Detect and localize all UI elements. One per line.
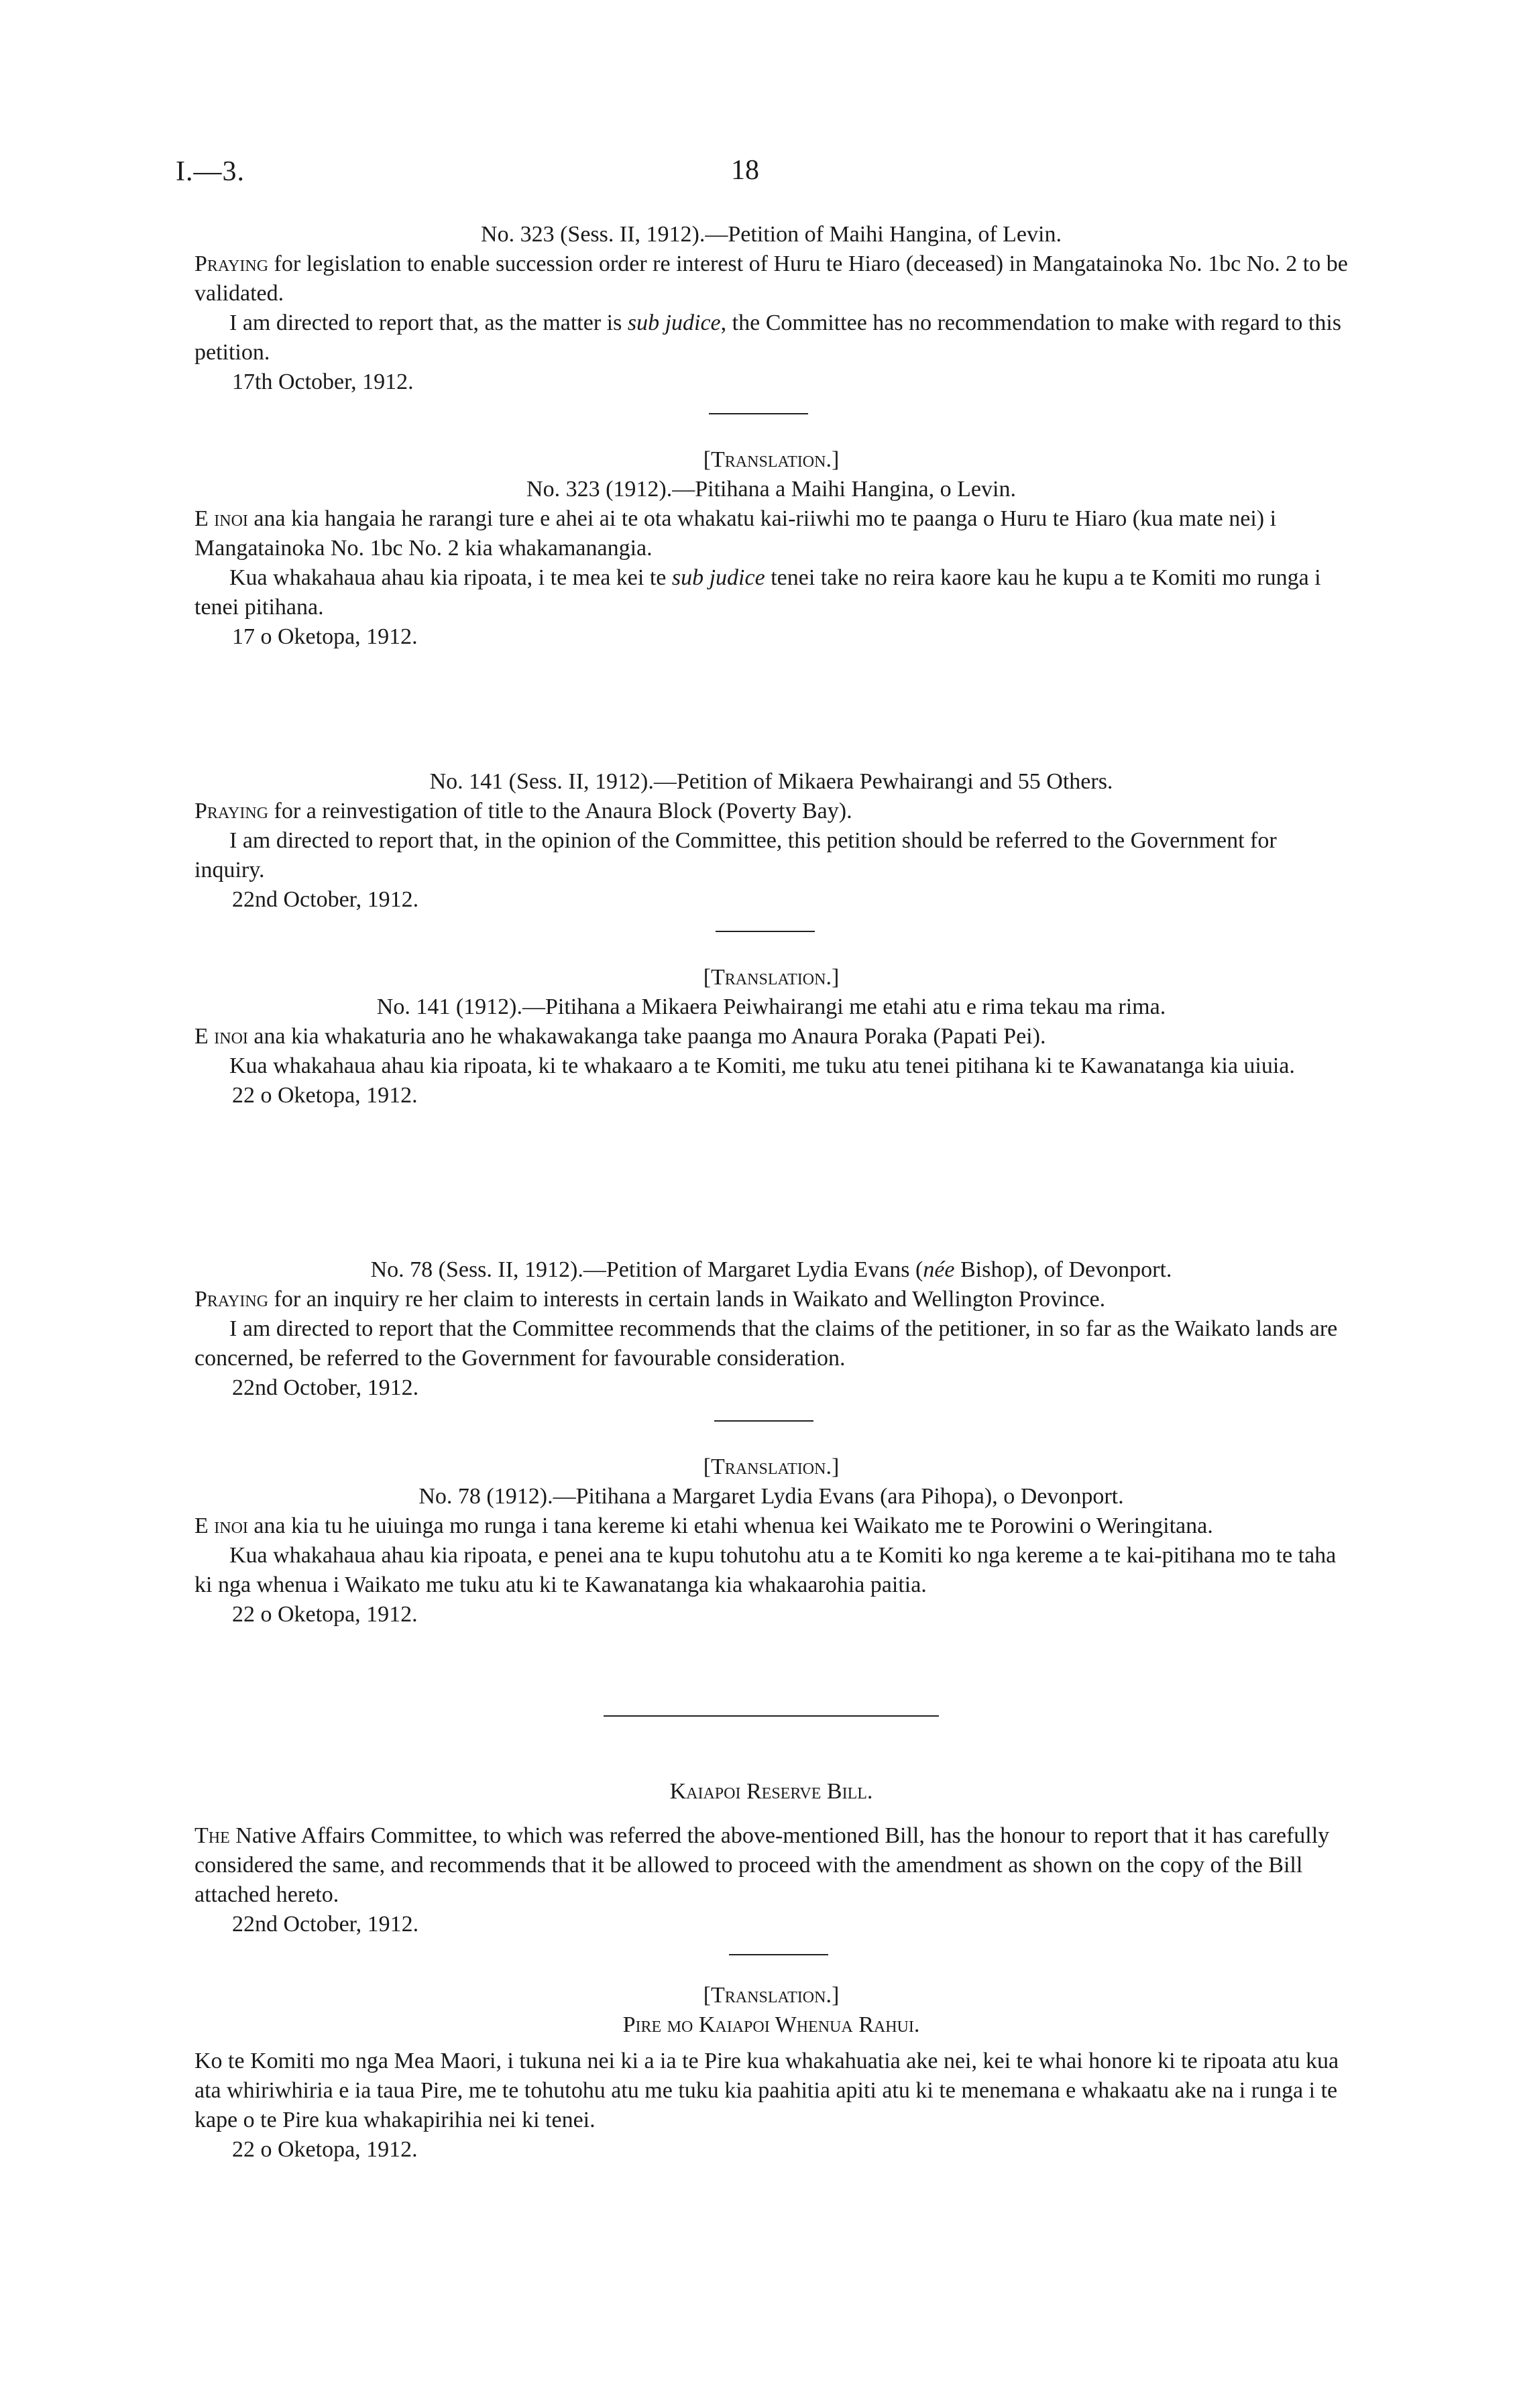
petition-323-translation — [194, 445, 1348, 652]
bill-report-paragraph — [194, 1821, 1348, 1910]
report-paragraph — [194, 563, 1348, 622]
title-emphasis: née — [923, 1257, 955, 1282]
petition-title — [194, 1255, 1348, 1285]
inoi-text: ana kia hangaia he rarangi ture e ahei ai te ota whakatu kai-riiwhi mo te paanga o Huru te Hiaro (kua mate nei) i Mangatainoka No. 1bc No. 2 kia whakamanangia. — [194, 506, 1277, 561]
petition-title: No. 323 (Sess. II, 1912).—Petition of Maihi Hangina, of Levin. — [481, 222, 1062, 247]
report-paragraph: Kua whakahaua ahau kia ripoata, ki te whakaaro a te Komiti, me tuku atu tenei pitihana ki te Kawanatanga kia uiuia. — [229, 1053, 1295, 1078]
report-paragraph — [194, 308, 1348, 367]
report-paragraph: I am directed to report that the Committee recommends that the claims of the petitioner, in so far as the Waikato lands are concerned, be referred to the Government for favourable consideration. — [194, 1316, 1338, 1371]
body-first-word: The — [194, 1823, 230, 1848]
page-number: 18 — [731, 155, 759, 186]
inoi-word: E inoi — [194, 506, 248, 531]
title-text-b: Bishop), of Devonport. — [954, 1257, 1172, 1282]
translation-heading: [Translation.] — [703, 447, 840, 472]
report-paragraph: Kua whakahaua ahau kia ripoata, e penei ana te kupu tohutohu atu a te Komiti ko nga kereme a te kai-pitihana mo te taha ki nga whenua i Waikato me tuku atu ki te Kawanatanga kia whakaarohia paitia. — [194, 1543, 1337, 1597]
paper-reference: I.—3. — [176, 156, 245, 187]
inoi-word: E inoi — [194, 1513, 248, 1538]
praying-text: for an inquiry re her claim to interests in certain lands in Waikato and Wellington Province. — [274, 1287, 1106, 1312]
bill-title: Kaiapoi Reserve Bill. — [669, 1779, 873, 1804]
report-emphasis: sub judice — [671, 565, 765, 590]
section-divider — [729, 1954, 828, 1955]
report-date: 17th October, 1912. — [232, 369, 414, 394]
report-text-b: tenei take no reira kaore kau he kupu a te Komiti mo runga i tenei pitihana. — [194, 565, 1321, 620]
major-divider — [604, 1715, 939, 1717]
inoi-text: ana kia tu he uiuinga mo runga i tana kereme ki etahi whenua kei Waikato me te Porowini o Weringitana. — [253, 1513, 1213, 1538]
praying-word: Praying — [194, 799, 269, 823]
praying-paragraph — [194, 1285, 1348, 1314]
petition-title: No. 78 (1912).—Pitihana a Margaret Lydia Evans (ara Pihopa), o Devonport. — [418, 1484, 1124, 1509]
praying-paragraph — [194, 797, 1348, 826]
petition-141-translation — [194, 963, 1348, 1110]
petition-78-english — [194, 1255, 1348, 1403]
praying-text: for a reinvestigation of title to the Anaura Block (Poverty Bay). — [274, 799, 852, 823]
petition-title: No. 141 (Sess. II, 1912).—Petition of Mikaera Pewhairangi and 55 Others. — [429, 769, 1113, 794]
report-date: 22nd October, 1912. — [232, 887, 419, 912]
report-emphasis: sub judice — [627, 310, 721, 335]
translation-heading: [Translation.] — [703, 1454, 840, 1479]
report-date: 17 o Oketopa, 1912. — [232, 624, 418, 649]
report-date: 22nd October, 1912. — [232, 1375, 419, 1400]
kaiapoi-reserve-bill-english — [194, 1777, 1348, 1939]
report-text-b: , the Committee has no recommendation to make with regard to this petition. — [194, 310, 1341, 365]
body-text: Native Affairs Committee, to which was referred the above-mentioned Bill, has the honour to report that it has carefully considered the same, and recommends that it be allowed to proceed with the amendment as shown on the copy of the Bill attached hereto. — [194, 1823, 1330, 1907]
inoi-paragraph — [194, 504, 1348, 563]
report-text-a: I am directed to report that, as the matter is — [229, 310, 628, 335]
petition-323-english — [194, 220, 1348, 397]
inoi-word: E inoi — [194, 1024, 248, 1049]
petition-title: No. 323 (1912).—Pitihana a Maihi Hangina, o Levin. — [526, 477, 1016, 502]
title-text-a: No. 78 (Sess. II, 1912).—Petition of Margaret Lydia Evans ( — [370, 1257, 923, 1282]
bill-report-paragraph: Ko te Komiti mo nga Mea Maori, i tukuna nei ki a ia te Pire kua whakahuatia ake nei, kei te whai honore ki te ripoata atu kua ata whiriwhiria e ia taua Pire, me te tohutohu atu me tuku kia paahitia apiti atu ki te menemana e whakaatu ake na i runga i te kape o te Pire kua whakapirihia nei ki tenei. — [194, 2049, 1339, 2132]
report-date: 22 o Oketopa, 1912. — [232, 1602, 418, 1627]
section-divider — [716, 931, 815, 932]
section-divider — [714, 1420, 813, 1422]
report-date: 22 o Oketopa, 1912. — [232, 2137, 418, 2162]
praying-word: Praying — [194, 251, 269, 276]
report-text-a: Kua whakahaua ahau kia ripoata, i te mea kei te — [229, 565, 672, 590]
petition-78-translation — [194, 1452, 1348, 1629]
inoi-text: ana kia whakaturia ano he whakawakanga take paanga mo Anaura Poraka (Papati Pei). — [253, 1024, 1046, 1049]
section-divider — [709, 413, 808, 414]
report-date: 22 o Oketopa, 1912. — [232, 1083, 418, 1108]
praying-text: for legislation to enable succession order re interest of Huru te Hiaro (deceased) in Mangatainoka No. 1bc No. 2 to be validated. — [194, 251, 1348, 306]
report-paragraph: I am directed to report that, in the opinion of the Committee, this petition should be referred to the Government for inquiry. — [194, 828, 1277, 882]
petition-title: No. 141 (1912).—Pitihana a Mikaera Peiwhairangi me etahi atu e rima tekau ma rima. — [376, 994, 1166, 1019]
report-date: 22nd October, 1912. — [232, 1912, 419, 1937]
petition-141-english — [194, 767, 1348, 915]
kaiapoi-reserve-bill-translation — [194, 1981, 1348, 2165]
inoi-paragraph — [194, 1022, 1348, 1051]
inoi-paragraph — [194, 1511, 1348, 1541]
translation-heading: [Translation.] — [703, 965, 840, 990]
praying-word: Praying — [194, 1287, 269, 1312]
bill-title: Pire mo Kaiapoi Whenua Rahui. — [622, 2012, 920, 2037]
translation-heading: [Translation.] — [703, 1983, 840, 2008]
praying-paragraph — [194, 249, 1348, 308]
